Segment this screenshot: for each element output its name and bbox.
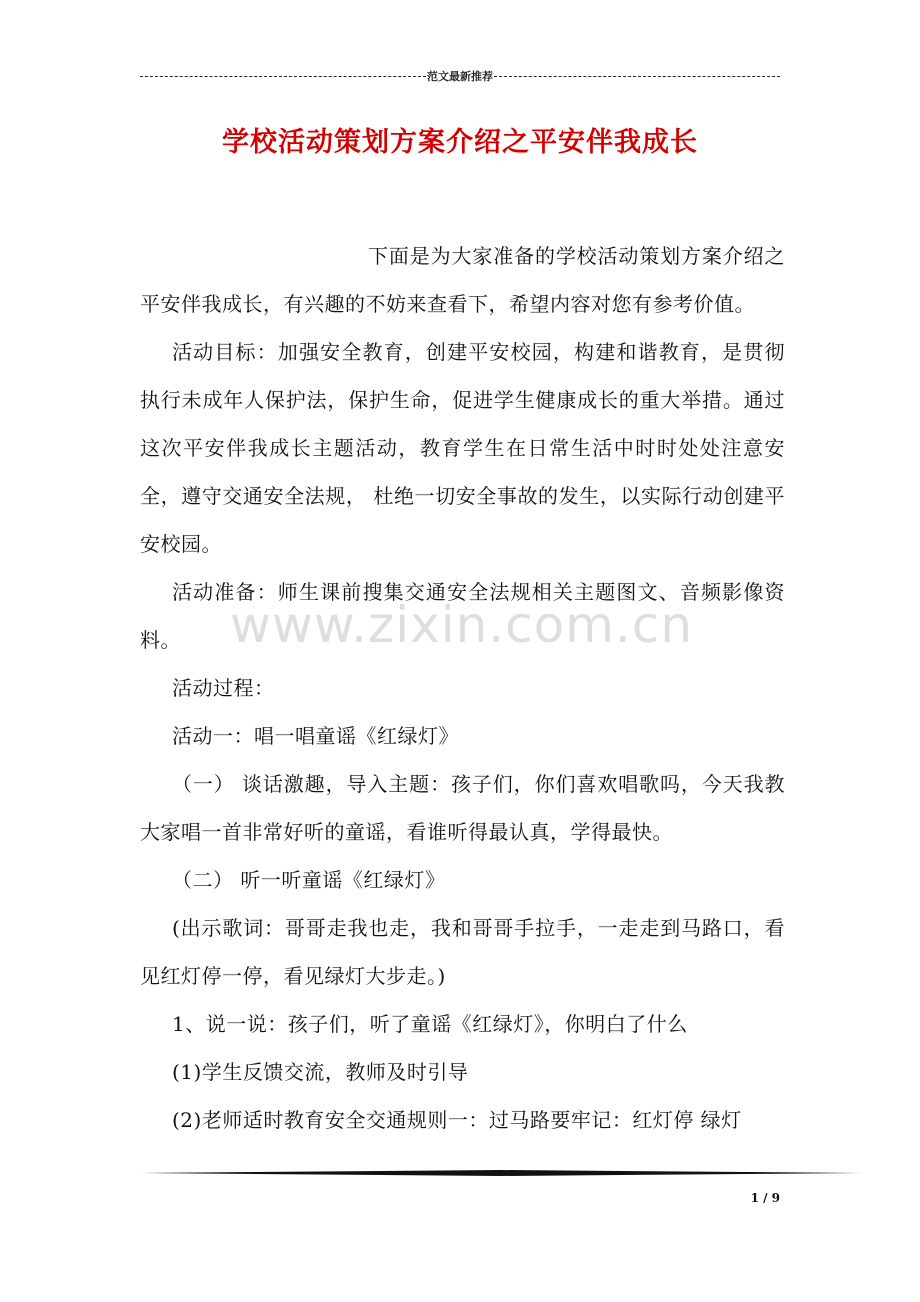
watermark: www.zixin.com.cn [230, 596, 694, 654]
paragraph-process-heading: 活动过程： [172, 676, 275, 700]
paragraph-step-two: （二） 听一听童谣《红绿灯》 [172, 868, 446, 892]
paragraph-preparation: 活动准备：师生课前搜集交通安全法规相关主题图文、音频影像资料。 [140, 580, 785, 652]
footer-rule [140, 1170, 862, 1176]
document-body [140, 232, 785, 1144]
page-header [140, 66, 780, 86]
paragraph-goal: 活动目标：加强安全教育，创建平安校园，构建和谐教育，是贯彻执行未成年人保护法，保护生命，促进学生健康成长的重大举措。通过这次平安伴我成长主题活动，教育学生在日常生活中时时处处注意安全，遵守交通安全法规， 杜绝一切安全事故的发生，以实际行动创建平安校园。 [140, 340, 785, 556]
paragraph-activity-one: 活动一：唱一唱童谣《红绿灯》 [172, 724, 459, 748]
document-title: 学校活动策划方案介绍之平安伴我成长 [222, 127, 698, 158]
paragraph-lyrics: (出示歌词：哥哥走我也走，我和哥哥手拉手，一走走到马路口，看见红灯停一停，看见绿灯大步走。) [140, 916, 785, 988]
paragraph-feedback: (1)学生反馈交流，教师及时引导 [172, 1060, 469, 1084]
page-number: 1 / 9 [750, 1191, 780, 1205]
header-label: 范文最新推荐 [427, 70, 493, 83]
header-dashes-left [140, 76, 426, 77]
paragraph-discussion: 1、说一说：孩子们，听了童谣《红绿灯》，你明白了什么 [172, 1012, 688, 1036]
header-dashes-right [494, 76, 780, 77]
paragraph-rules: (2)老师适时教育安全交通规则一：过马路要牢记：红灯停 绿灯 [172, 1108, 742, 1132]
paragraph-intro: 下面是为大家准备的学校活动策划方案介绍之平安伴我成长，有兴趣的不妨来查看下，希望内容对您有参考价值。 [140, 244, 785, 316]
paragraph-step-one: （一） 谈话激趣，导入主题：孩子们，你们喜欢唱歌吗，今天我教大家唱一首非常好听的童谣，看谁听得最认真，学得最快。 [140, 772, 785, 844]
